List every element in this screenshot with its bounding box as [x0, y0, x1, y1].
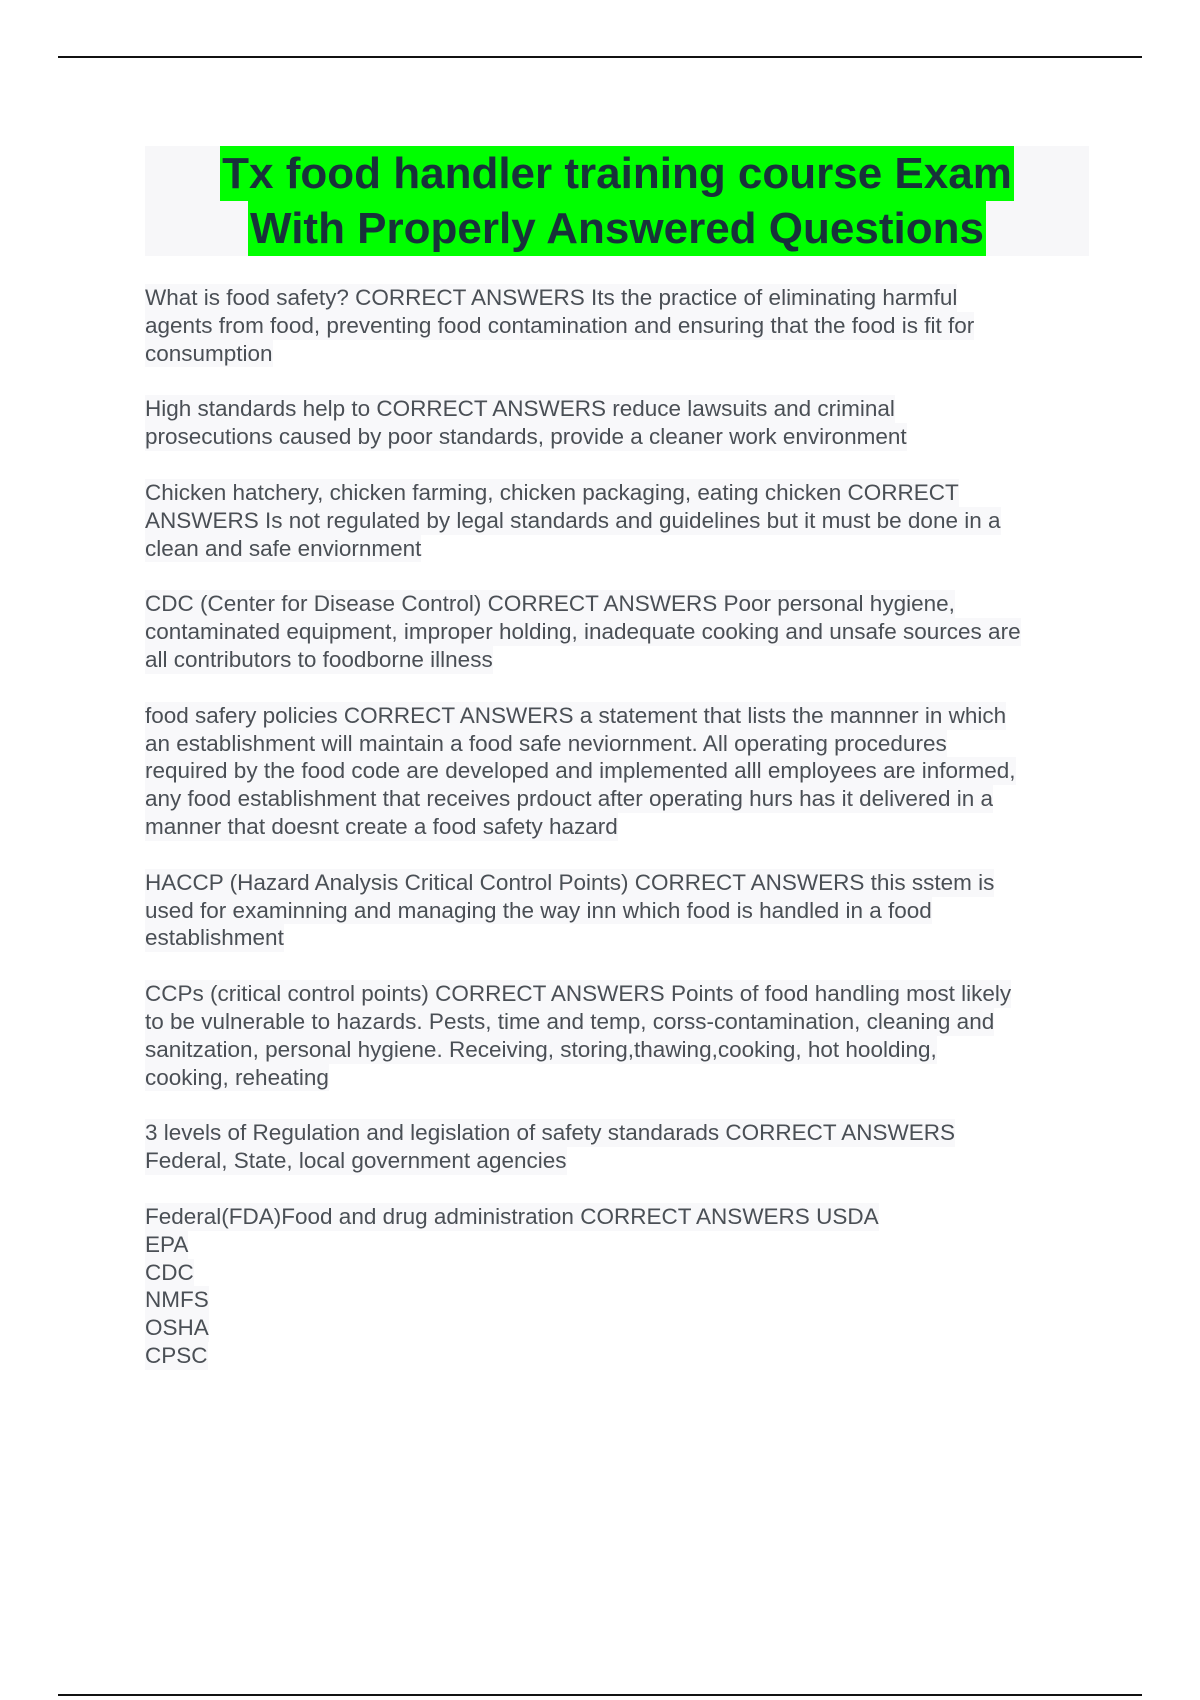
- text-line: an establishment will maintain a food safe neviornment. All operating procedures: [145, 730, 947, 756]
- text-line: Federal, State, local government agencies: [145, 1148, 567, 1174]
- text-line: 3 levels of Regulation and legislation of safety standarads CORRECT ANSWERS: [145, 1120, 955, 1146]
- text-line: establishment: [145, 925, 284, 951]
- text-line: sanitzation, personal hygiene. Receiving, storing,thawing,cooking, hot hoolding,: [145, 1036, 937, 1062]
- text-line: used for examinning and managing the way inn which food is handled in a food: [145, 897, 932, 923]
- text-line: required by the food code are developed and implemented alll employees are informed,: [145, 758, 1016, 784]
- bottom-divider: [58, 1694, 1142, 1696]
- text-line: all contributors to foodborne illness: [145, 646, 493, 672]
- text-line: ANSWERS Is not regulated by legal standards and guidelines but it must be done in a: [145, 507, 1001, 533]
- text-line: CDC: [145, 1259, 194, 1285]
- text-line: contaminated equipment, improper holding, inadequate cooking and unsafe sources are: [145, 619, 1021, 645]
- text-line: Federal(FDA)Food and drug administration CORRECT ANSWERS USDA: [145, 1203, 879, 1229]
- text-line: EPA: [145, 1231, 189, 1257]
- text-line: agents from food, preventing food contamination and ensuring that the food is fit for: [145, 312, 975, 338]
- text-line: Chicken hatchery, chicken farming, chicken packaging, eating chicken CORRECT: [145, 479, 959, 505]
- title-line-1: Tx food handler training course Exam: [220, 146, 1014, 201]
- text-line: prosecutions caused by poor standards, provide a cleaner work environment: [145, 424, 907, 450]
- text-line: What is food safety? CORRECT ANSWERS Its the practice of eliminating harmful: [145, 285, 958, 310]
- text-line: CPSC: [145, 1342, 208, 1368]
- text-line: clean and safe enviornment: [145, 535, 422, 561]
- qa-item-haccp: [145, 869, 1095, 952]
- qa-item-cdc: [145, 590, 1095, 673]
- qa-list: [145, 284, 1095, 1398]
- qa-item-food-safety-policies: [145, 702, 1095, 841]
- qa-item-ccps: [145, 980, 1095, 1091]
- text-line: CDC (Center for Disease Control) CORRECT ANSWERS Poor personal hygiene,: [145, 591, 955, 617]
- qa-item-food-safety: [145, 284, 1095, 367]
- text-line: CCPs (critical control points) CORRECT ANSWERS Points of food handling most likely: [145, 981, 1012, 1007]
- top-divider: [58, 56, 1142, 58]
- document-title: [145, 146, 1089, 256]
- text-line: food safery policies CORRECT ANSWERS a statement that lists the mannner in which: [145, 702, 1007, 728]
- qa-item-high-standards: [145, 395, 1095, 451]
- text-line: consumption: [145, 340, 273, 366]
- text-line: High standards help to CORRECT ANSWERS reduce lawsuits and criminal: [145, 396, 895, 422]
- text-line: NMFS: [145, 1287, 209, 1313]
- text-line: OSHA: [145, 1315, 209, 1341]
- text-line: to be vulnerable to hazards. Pests, time and temp, corss-contamination, cleaning and: [145, 1008, 995, 1034]
- qa-item-federal-agencies: [145, 1203, 1095, 1370]
- qa-item-regulation-levels: [145, 1119, 1095, 1175]
- qa-item-chicken: [145, 479, 1095, 562]
- text-line: manner that doesnt create a food safety hazard: [145, 813, 618, 839]
- title-line-2: With Properly Answered Questions: [248, 201, 986, 256]
- text-line: any food establishment that receives prdouct after operating hurs has it delivered in a: [145, 786, 993, 812]
- text-line: cooking, reheating: [145, 1064, 329, 1090]
- text-line: HACCP (Hazard Analysis Critical Control Points) CORRECT ANSWERS this sstem is: [145, 869, 995, 895]
